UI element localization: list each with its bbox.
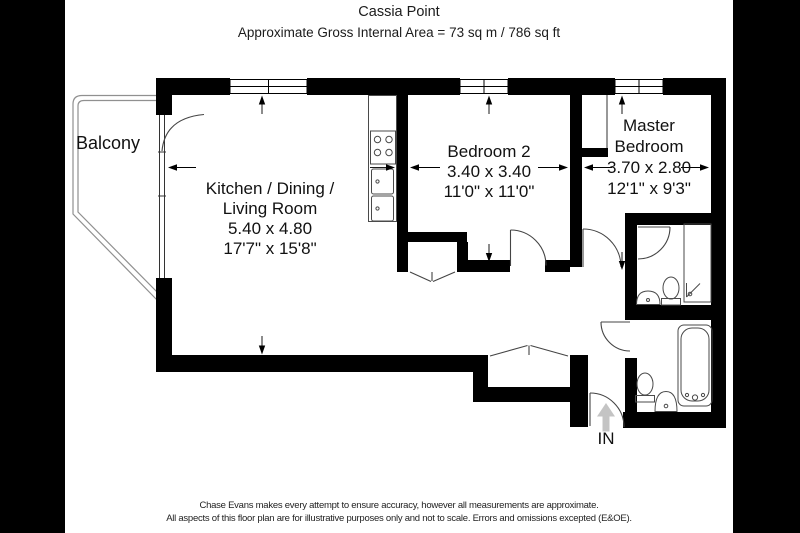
page-title: Cassia Point [358,4,440,20]
master-name-line1: Master [623,116,675,135]
hall-closet-bifold-doors [490,346,568,357]
kitchen-counter [369,96,397,222]
window-bedroom2 [460,80,508,94]
ensuite-toilet-icon [662,277,681,305]
balcony-label [62,133,154,154]
stove-icon [371,131,396,164]
balcony-name: Balcony [75,133,141,153]
bathroom-fixtures [636,325,713,412]
living-bottom-wall [156,355,473,372]
bedroom2-label [407,142,571,202]
disclaimer-line1: Chase Evans makes every attempt to ensure accuracy, however all measurements are approximate. [199,500,599,511]
kitchen-sink-icon [372,169,394,221]
master-size-metric: 3.70 x 2.80 [606,158,692,177]
bed2-south-wall-a [408,232,467,242]
page-subtitle: Approximate Gross Internal Area = 73 sq m / 786 sq ft [237,25,561,40]
master-bedroom-label [584,115,714,199]
disclaimer-line2: All aspects of this floor plan are for illustrative purposes only and not to scale. Errors and omissions excepted (E&OE). [166,513,632,524]
entrance-arrow-icon [597,403,615,432]
master-door [583,229,621,267]
living-name-line2: Living Room [222,199,318,218]
master-size-imperial: 12'1" x 9'3" [607,179,691,198]
shower-icon [684,224,711,302]
bedroom2-name: Bedroom 2 [447,142,531,161]
entrance-text: IN [597,429,615,448]
bedroom2-door [511,230,547,266]
bathtub-icon [678,325,712,406]
balcony-outline [73,96,160,302]
bed2-closet-bifold-doors [410,272,455,282]
left-wall-upper [156,78,172,115]
window-living [230,80,307,94]
living-name-line1: Kitchen / Dining / [205,179,335,198]
living-size-imperial: 17'7" x 15'8" [223,239,317,258]
bathroom-toilet-icon [636,373,655,402]
master-bottom-wall [625,213,711,225]
ensuite-door [638,227,670,259]
ensuite-fixtures [637,224,712,305]
bathroom-basin-icon [655,392,677,412]
entry-bottom-wall [623,412,726,428]
bathroom-door [601,322,630,351]
hall-closet-right-wall [570,355,588,427]
living-width-arrows [168,164,395,171]
bedroom2-size-metric: 3.40 x 3.40 [446,162,532,181]
living-room-label [180,179,360,259]
master-name-line2: Bedroom [614,137,684,156]
bed2-south-wall-b [457,260,510,272]
top-wall-seg3 [508,78,615,95]
ensuite-bottom-wall [625,305,711,320]
ensuite-basin-icon [637,291,661,305]
bed2-south-wall-c [545,260,570,272]
ensuite-left-wall [625,213,637,320]
disclaimer [65,499,733,525]
entrance-label [586,429,626,449]
window-master [615,80,663,94]
top-wall-seg2 [307,78,460,95]
kitchen-fixtures [369,96,397,222]
living-size-metric: 5.40 x 4.80 [227,219,313,238]
bathroom-left-wall [625,358,637,412]
bedroom2-size-imperial: 11'0" x 11'0" [443,182,535,201]
bed2-master-wall [570,93,582,267]
balcony-door-arc [162,115,204,152]
